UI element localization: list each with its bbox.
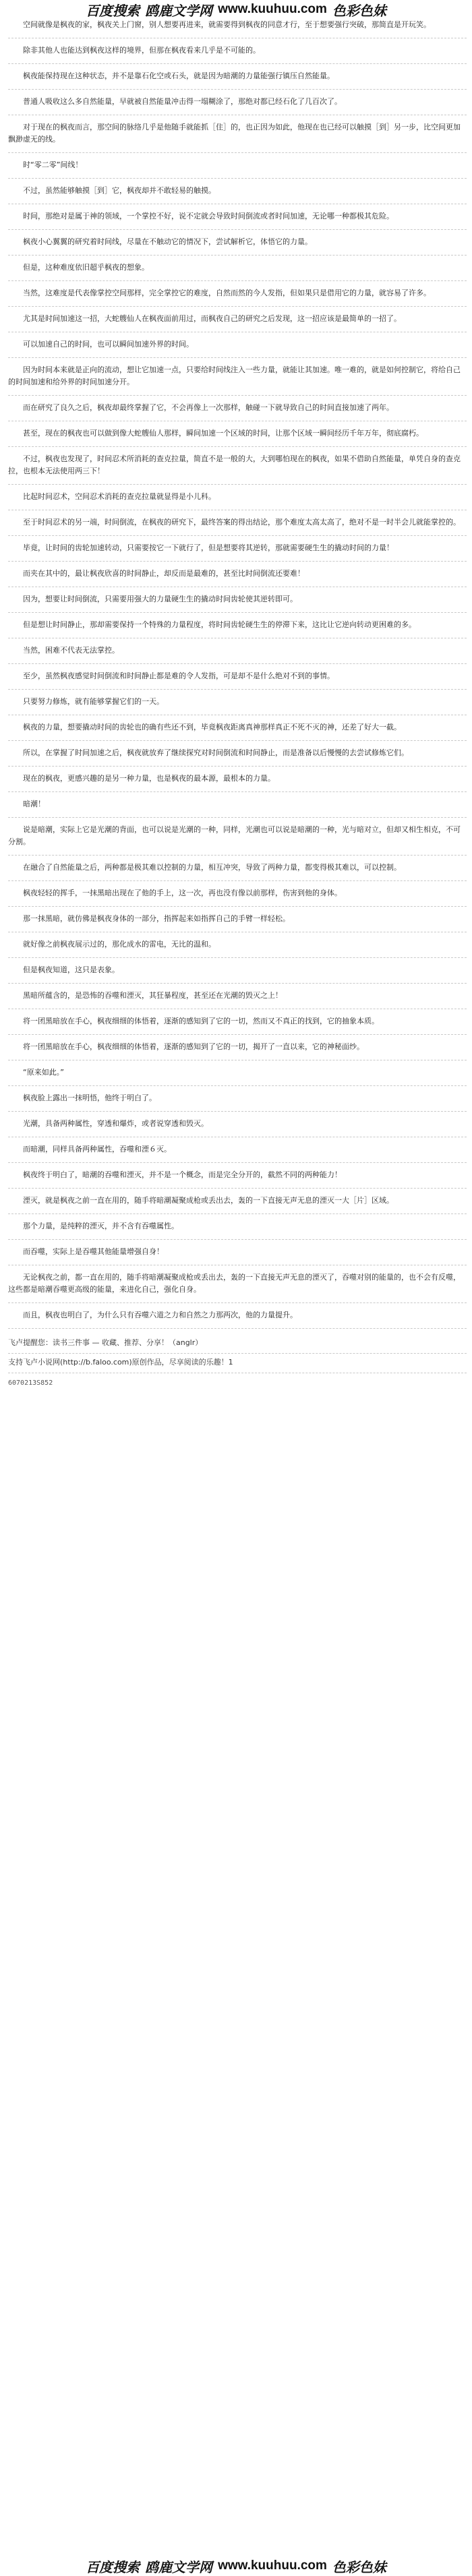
article-paragraph: 不过，虽然能够触摸［到］它，枫夜却并不敢轻易的触摸。 xyxy=(8,179,467,204)
article-paragraph: 不过，枫夜也发现了，时间忍术所消耗的查克拉量，简直不是一般的大，大到哪怕现在的枫夜，如果不借助自然能量，单凭自身的查克拉，也根本无法使用两三下！ xyxy=(8,447,467,485)
article-paragraph: 而吞噬，实际上是吞噬其他能量增强自身！ xyxy=(8,1240,467,1265)
article-paragraph: 枫夜的力量，想要撬动时间的齿轮也的确有些还不到，毕竟枫夜距离真神那样真正不死不灭的神，还差了好大一截。 xyxy=(8,715,467,741)
article-paragraph: 而在研究了良久之后，枫夜却最终掌握了它，不会再像上一次那样，触碰一下就导致自己的时间直接加速了两年。 xyxy=(8,396,467,421)
article-paragraph: 光潮，具备两种属性，穿透和爆炸，或者说穿透和毁灭。 xyxy=(8,1112,467,1137)
article-paragraph: 时间，那绝对是属于神的领域，一个掌控不好，说不定就会导致时间倒流或者时间加速，无论哪一种都极其危险。 xyxy=(8,204,467,230)
article-paragraph: 所以，在掌握了时间加速之后，枫夜就放弃了继续探究对时间倒流和时间静止，而是准备以后慢慢的去尝试修炼它们。 xyxy=(8,741,467,767)
article-paragraph: 但是想让时间静止，那却需要保持一个特殊的力量程度，将时间齿轮硬生生的停滞下来，这比让它逆向转动更困难的多。 xyxy=(8,613,467,638)
article-paragraph: 但是，这种难度依旧超乎枫夜的想象。 xyxy=(8,256,467,281)
banner-url-link[interactable]: www.kuuhuu.com xyxy=(218,2558,327,2573)
article-paragraph: 甚至，现在的枫夜也可以做到像大蛇艘仙人那样，瞬间加速一个区域的时间，让那个区域一瞬间经历千年万年，彻底腐朽。 xyxy=(8,421,467,447)
site-banner-bottom xyxy=(0,2556,472,2575)
footer-code: 6070213S852 xyxy=(8,1379,53,1387)
article-paragraph: 而且，枫夜也明白了，为什么只有吞噬六道之力和自然之力那两次，他的力量提升。 xyxy=(8,1303,467,1329)
article-paragraph: 当然，困难不代表无法掌控。 xyxy=(8,638,467,664)
article-paragraph: 湮灭，就是枫夜之前一直在用的，随手将暗潮凝聚成枪或丢出去，轰的一下直接无声无息的湮灭一大［片］区域。 xyxy=(8,1189,467,1214)
article-paragraph: 无论枫夜之前，都一直在用的，随手将暗潮凝聚成枪或丢出去，轰的一下直接无声无息的湮灭了，吞噬对别的能量的，也不会有反噬，这些都是暗潮吞噬更高级的能量，来进化自己，强化自身。 xyxy=(8,1265,467,1303)
article-paragraph: 可以加速自己的时间，也可以瞬间加速外界的时间。 xyxy=(8,332,467,358)
article-paragraph: 枫夜脸上露出一抹明悟，他终于明白了。 xyxy=(8,1086,467,1112)
article-paragraph: 因为时间本来就是正向的流动，想让它加速一点，只要给时间线注入一些力量，就能让其加速。唯一难的，就是如何控制它，将给自己的时间加速和给外界的时间加速分开。 xyxy=(8,358,467,396)
site-banner-top xyxy=(0,0,472,19)
article-paragraph: 而夹在其中的，最让枫夜欣喜的时间静止，却反而是最难的，甚至比时间倒流还要难！ xyxy=(8,562,467,587)
article-paragraph: 至于时间忍术的另一端，时间倒流，在枫夜的研究下，最终答案的得出结论，那个难度太高太高了，绝对不是一时半会儿就能掌控的。 xyxy=(8,510,467,536)
article-paragraph: 时“零二零”间线！ xyxy=(8,153,467,179)
article-paragraph: 现在的枫夜，更感兴趣的是另一种力量，也是枫夜的最本源，最根本的力量。 xyxy=(8,767,467,792)
article-paragraph: 枫夜小心翼翼的研究着时间线，尽量在不触动它的情况下，尝试解析它，体悟它的力量。 xyxy=(8,230,467,256)
article-paragraph: 比起时间忍术，空间忍术消耗的查克拉量就显得是小儿科。 xyxy=(8,485,467,510)
article-paragraph: 毕竟，让时间的齿轮加速转动，只需要按它一下就行了，但是想要将其逆转，那就需要硬生生的撬动时间的力量！ xyxy=(8,536,467,562)
article-paragraph: 但是枫夜知道，这只是表象。 xyxy=(8,958,467,984)
article-paragraph: “原来如此。” xyxy=(8,1060,467,1086)
article-paragraph: 将一团黑暗放在手心，枫夜细细的体悟着，逐渐的感知到了它的一切，揭开了一直以来，它的神秘面纱。 xyxy=(8,1035,467,1060)
chapter-footer xyxy=(0,1329,472,1389)
article-paragraph: 那一抹黑暗，就仿佛是枫夜身体的一部分，指挥起来如指挥自己的手臂一样轻松。 xyxy=(8,907,467,932)
article-paragraph: 至少，虽然枫夜感觉时间倒流和时间静止都是难的令人发指，可是却不是什么绝对不到的事情。 xyxy=(8,664,467,690)
banner-brand-text: 鸥鹿文学网 xyxy=(145,2,213,19)
article-paragraph: 空间就像是枫夜的家，枫夜关上门窗，别人想要再进来，就需要得到枫夜的同意才行，至于想要强行突破，那简直是开玩笑。 xyxy=(8,19,467,38)
footer-support-link[interactable]: 支持飞卢小说网(http://b.faloo.com)原创作品，尽享阅读的乐趣！1 xyxy=(8,1354,467,1373)
article-paragraph: 那个力量，是纯粹的湮灭，并不含有吞噬属性。 xyxy=(8,1214,467,1240)
article-paragraph: 因为，想要让时间倒流，只需要用强大的力量硬生生的撬动时间齿轮使其逆转即可。 xyxy=(8,587,467,613)
banner-brand-text: 鸥鹿文学网 xyxy=(145,2558,213,2575)
article-paragraph: 将一团黑暗放在手心，枫夜细细的体悟着，逐渐的感知到了它的一切，然而又不真正的找到，它的抽象本质。 xyxy=(8,1009,467,1035)
article-paragraph: 枫夜轻轻的挥手，一抹黑暗出现在了他的手上，这一次，再也没有像以前那样，伤害到他的身体。 xyxy=(8,881,467,907)
article-body xyxy=(0,19,472,1329)
banner-left-text: 百度搜索 xyxy=(86,2,140,19)
article-paragraph: 而暗潮，同样具备两种属性，吞噬和湮６灭。 xyxy=(8,1137,467,1163)
article-paragraph: 对于现在的枫夜而言，那空间的脉络几乎是他随手就能抓［住］的，也正因为如此，他现在也已经可以触摸［到］另一步，比空间更加飘渺虚无的线。 xyxy=(8,115,467,153)
footer-reminder: 飞卢提醒您：读书三件事 — 收藏、推荐、分享！（anglr） xyxy=(8,1334,467,1354)
article-paragraph: 说是暗潮，实际上它是光潮的背面，也可以说是光潮的一种，同样，光潮也可以说是暗潮的一种，光与暗对立，但却又相生相克，不可分割。 xyxy=(8,818,467,856)
article-paragraph: 在融合了自然能量之后，两种都是极其难以控制的力量，相互冲突，导致了两种力量，都变得极其难以，可以控制。 xyxy=(8,856,467,881)
banner-left-text: 百度搜索 xyxy=(86,2558,140,2575)
article-paragraph: 尤其是时间加速这一招，大蛇艘仙人在枫夜面前用过，而枫夜自己的研究之后发现，这一招应该是最简单的一招了。 xyxy=(8,307,467,332)
article-paragraph: 暗潮！ xyxy=(8,792,467,818)
banner-url-link[interactable]: www.kuuhuu.com xyxy=(218,2,327,16)
article-paragraph: 黑暗所蕴含的，是恐怖的吞噬和湮灭，其狂暴程度，甚至还在光潮的毁灭之上！ xyxy=(8,984,467,1009)
article-paragraph: 枫夜终于明白了，暗潮的吞噬和湮灭，并不是一个概念，而是完全分开的，截然不同的两种能力！ xyxy=(8,1163,467,1189)
article-paragraph: 就好像之前枫夜展示过的，那化成水的雷电，无比的温和。 xyxy=(8,932,467,958)
article-paragraph: 枫夜能保持现在这种状态，并不是靠石化空或石头，就是因为暗潮的力量能强行镇压自然能量。 xyxy=(8,64,467,90)
article-paragraph: 只要努力修炼，就有能够掌握它们的一天。 xyxy=(8,690,467,715)
banner-right-text: 色彩色妹 xyxy=(332,2,386,19)
article-paragraph: 普通人吸收这么多自然能量，早就被自然能量冲击得一塌糊涂了，那绝对都已经石化了几百次了。 xyxy=(8,90,467,115)
article-paragraph: 当然，这难度是代表像掌控空间那样，完全掌控它的难度，自然而然的今人发指，但如果只是借用它的力量，就容易了许多。 xyxy=(8,281,467,307)
article-paragraph: 除非其他人也能达到枫夜这样的境界，但那在枫夜看来几乎是不可能的。 xyxy=(8,38,467,64)
banner-right-text: 色彩色妹 xyxy=(332,2558,386,2575)
